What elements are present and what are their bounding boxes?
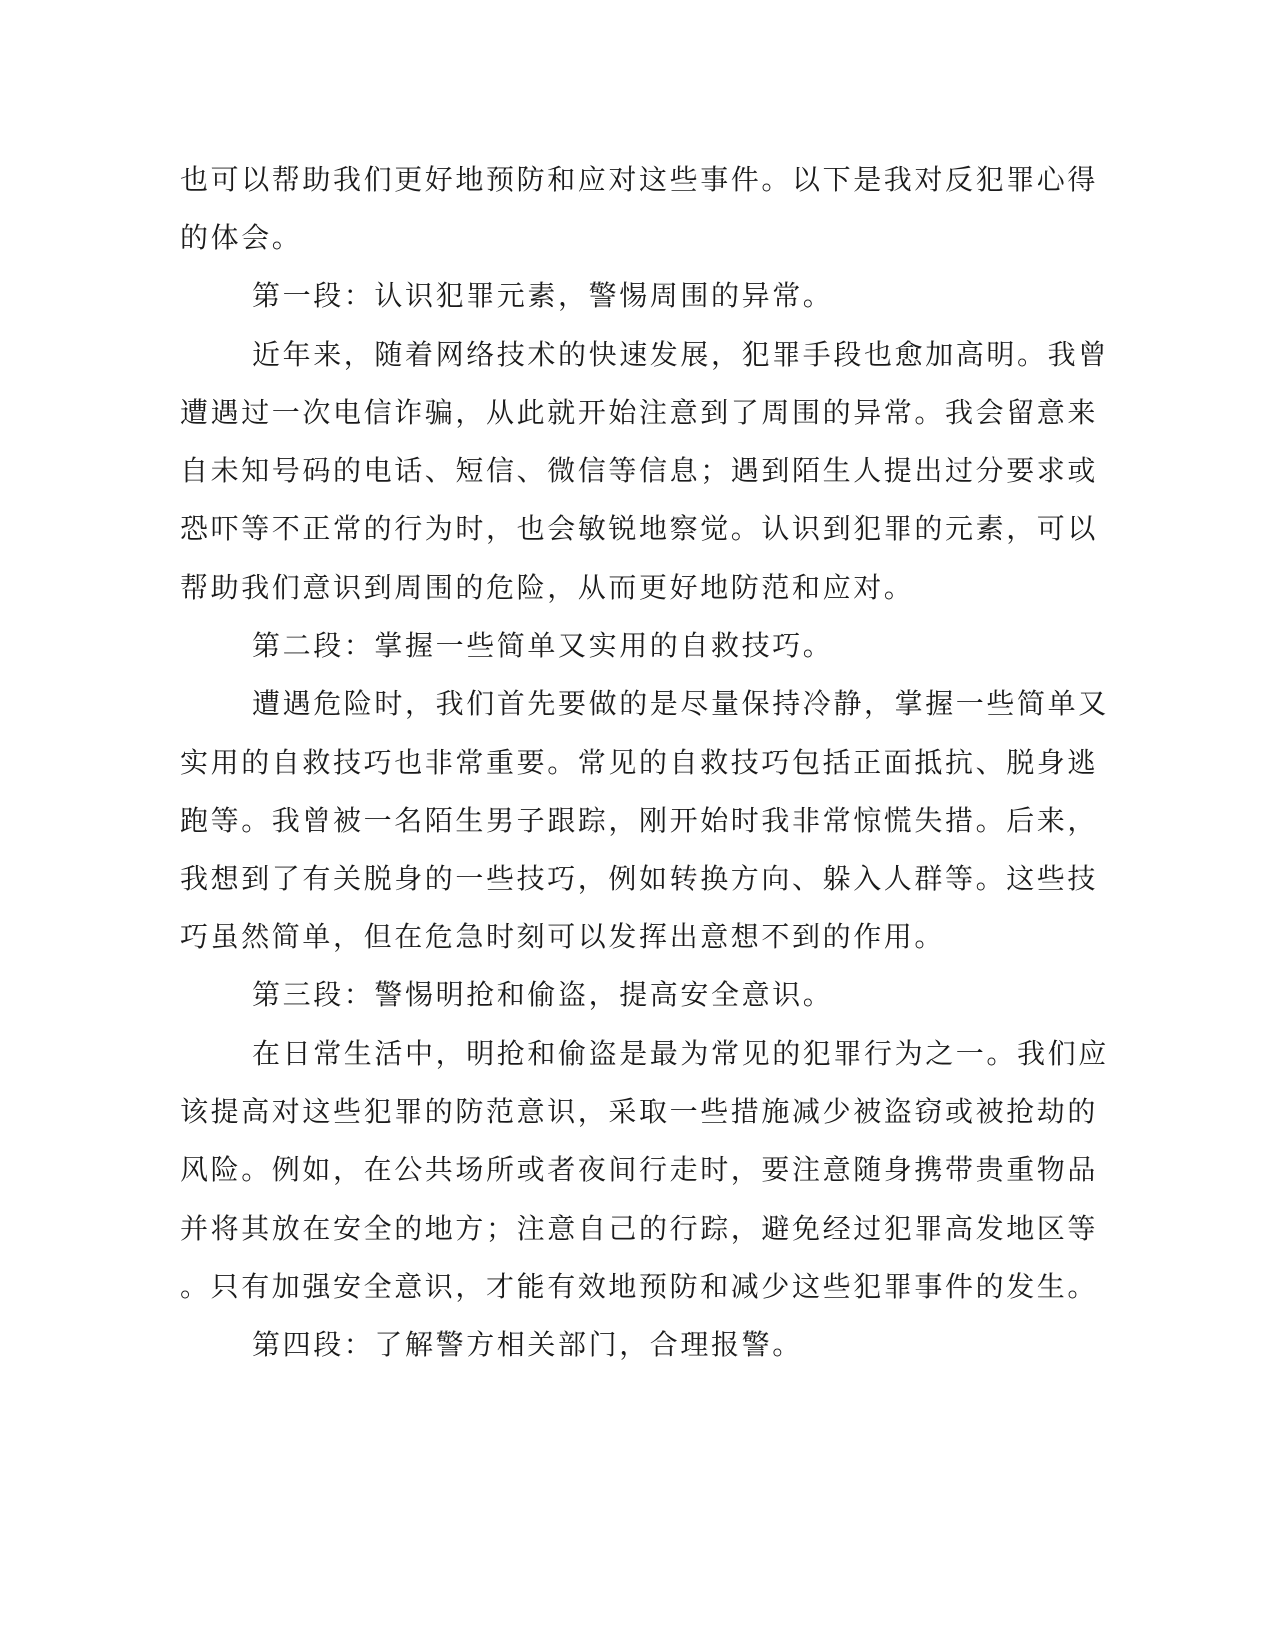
body-line: 的体会。 bbox=[180, 221, 303, 254]
body-line: 恐吓等不正常的行为时，也会敏锐地察觉。认识到犯罪的元素，可以 bbox=[180, 512, 1099, 545]
body-line: 该提高对这些犯罪的防范意识，采取一些措施减少被盗窃或被抢劫的 bbox=[180, 1095, 1099, 1128]
body-line: 实用的自救技巧也非常重要。常见的自救技巧包括正面抵抗、脱身逃 bbox=[180, 746, 1099, 779]
body-line: 跑等。我曾被一名陌生男子跟踪，刚开始时我非常惊慌失措。后来， bbox=[180, 804, 1099, 837]
body-line: 遭遇过一次电信诈骗，从此就开始注意到了周围的异常。我会留意来 bbox=[180, 396, 1099, 429]
section-heading: 第二段：掌握一些简单又实用的自救技巧。 bbox=[252, 629, 834, 662]
section-heading: 第四段：了解警方相关部门，合理报警。 bbox=[252, 1328, 803, 1361]
body-line: 我想到了有关脱身的一些技巧，例如转换方向、躲入人群等。这些技 bbox=[180, 862, 1099, 895]
body-line: 自未知号码的电话、短信、微信等信息；遇到陌生人提出过分要求或 bbox=[180, 454, 1099, 487]
body-line: 。只有加强安全意识，才能有效地预防和减少这些犯罪事件的发生。 bbox=[180, 1270, 1099, 1303]
body-line: 也可以帮助我们更好地预防和应对这些事件。以下是我对反犯罪心得 bbox=[180, 163, 1099, 196]
body-line: 在日常生活中，明抢和偷盗是最为常见的犯罪行为之一。我们应 bbox=[252, 1037, 1109, 1070]
body-line: 遭遇危险时，我们首先要做的是尽量保持冷静，掌握一些简单又 bbox=[252, 687, 1109, 720]
body-line: 帮助我们意识到周围的危险，从而更好地防范和应对。 bbox=[180, 571, 915, 604]
section-heading: 第三段：警惕明抢和偷盗，提高安全意识。 bbox=[252, 978, 834, 1011]
body-line: 风险。例如，在公共场所或者夜间行走时，要注意随身携带贵重物品 bbox=[180, 1153, 1099, 1186]
body-line: 巧虽然简单，但在危急时刻可以发挥出意想不到的作用。 bbox=[180, 920, 946, 953]
body-line: 并将其放在安全的地方；注意自己的行踪，避免经过犯罪高发地区等 bbox=[180, 1212, 1099, 1245]
body-line: 近年来，随着网络技术的快速发展，犯罪手段也愈加高明。我曾 bbox=[252, 338, 1109, 371]
section-heading: 第一段：认识犯罪元素，警惕周围的异常。 bbox=[252, 279, 834, 312]
